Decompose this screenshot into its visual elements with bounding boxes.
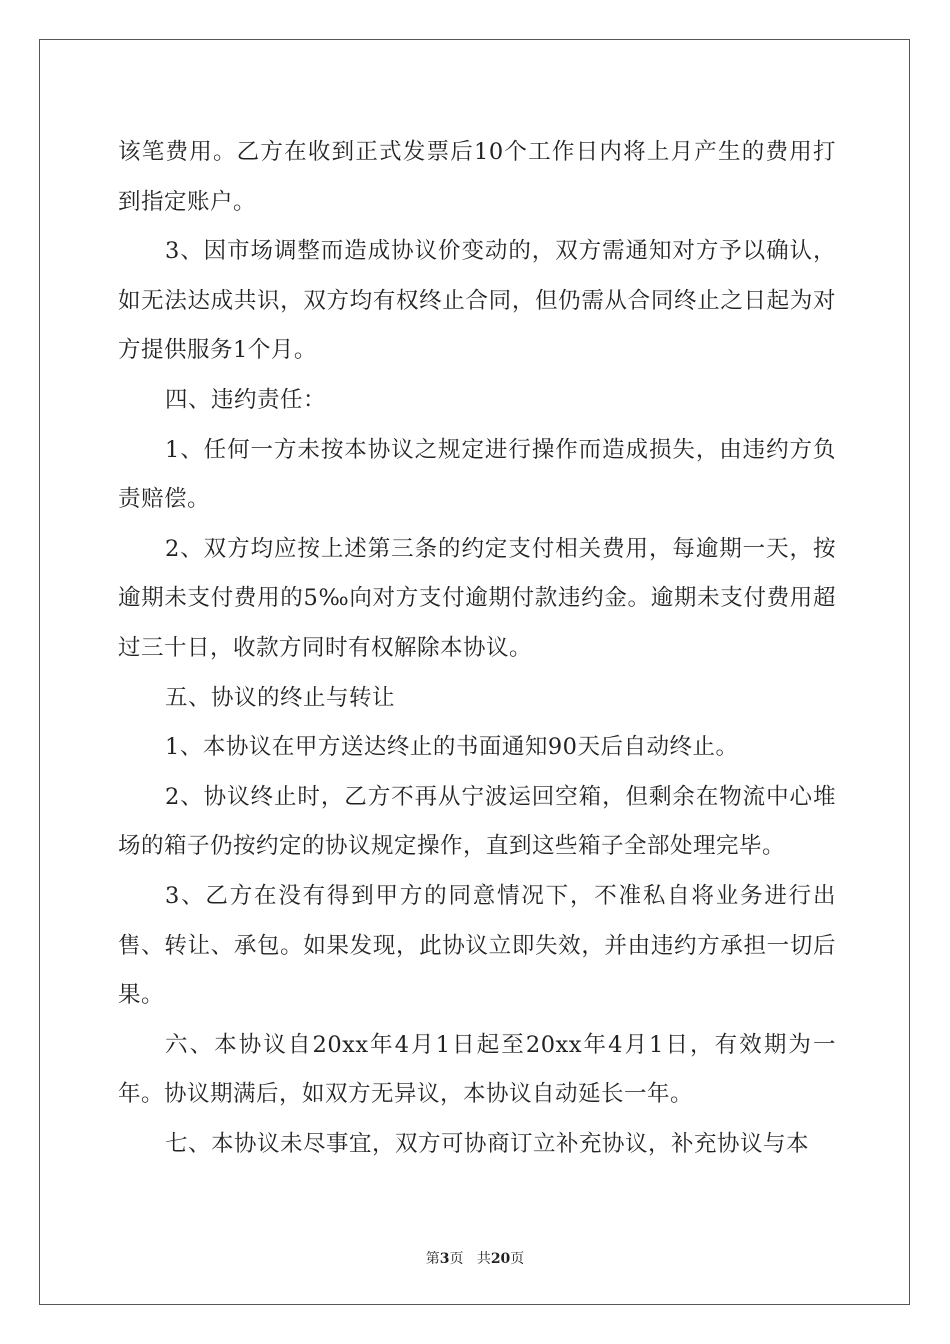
paragraph-1: 该笔费用。乙方在收到正式发票后10个工作日内将上月产生的费用打到指定账户。 bbox=[118, 139, 836, 215]
footer-total-suffix: 页 bbox=[510, 1251, 525, 1267]
page-footer bbox=[0, 1248, 950, 1268]
current-page-number: 3 bbox=[439, 1251, 450, 1267]
section-heading-termination: 五、协议的终止与转让 bbox=[165, 684, 396, 711]
paragraph-10: 六、本协议自20xx年4月1日起至20xx年4月1日，有效期为一年。协议期满后，如双方无异议，本协议自动延长一年。 bbox=[118, 1031, 836, 1108]
section-heading-breach: 四、违约责任： bbox=[165, 386, 327, 413]
paragraph-5: 2、双方均应按上述第三条的约定支付相关费用，每逾期一天，按逾期未支付费用的5‰向对方支付逾期付款违约金。逾期未支付费用超过三十日，收款方同时有权解除本协议。 bbox=[118, 535, 836, 661]
paragraph-4: 1、任何一方未按本协议之规定进行操作而造成损失，由违约方负责赔偿。 bbox=[118, 436, 836, 513]
footer-prefix: 第 bbox=[425, 1251, 440, 1267]
footer-total-prefix: 共 bbox=[476, 1251, 491, 1267]
paragraph-2: 3、因市场调整而造成协议价变动的，双方需通知对方予以确认，如无法达成共识，双方均有权终止合同，但仍需从合同终止之日起为对方提供服务1个月。 bbox=[118, 238, 836, 364]
paragraph-9: 3、乙方在没有得到甲方的同意情况下，不准私自将业务进行出售、转让、承包。如果发现，此协议立即失效，并由违约方承担一切后果。 bbox=[118, 882, 836, 1009]
footer-gap bbox=[463, 1251, 476, 1267]
document-body bbox=[118, 128, 836, 1169]
paragraph-11: 七、本协议未尽事宜，双方可协商订立补充协议，补充协议与本 bbox=[165, 1130, 810, 1157]
paragraph-8: 2、协议终止时，乙方不再从宁波运回空箱，但剩余在物流中心堆场的箱子仍按约定的协议规定操作，直到这些箱子全部处理完毕。 bbox=[118, 783, 836, 860]
total-page-number: 20 bbox=[490, 1251, 511, 1267]
paragraph-7: 1、本协议在甲方送达终止的书面通知90天后自动终止。 bbox=[165, 734, 739, 761]
footer-page-suffix: 页 bbox=[449, 1251, 464, 1267]
